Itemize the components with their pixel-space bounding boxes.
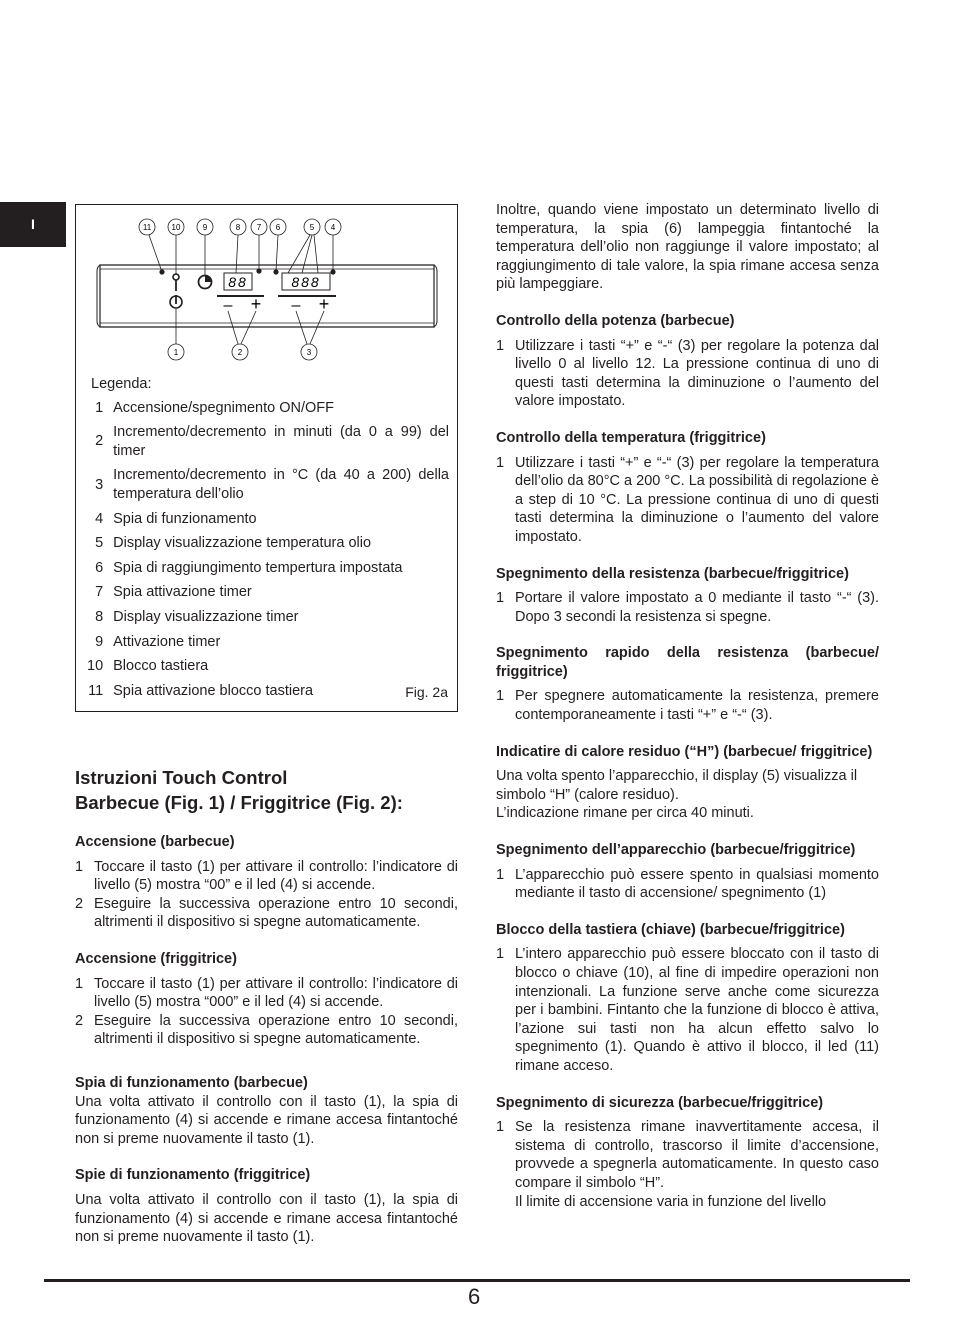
svg-text:88: 88 bbox=[228, 274, 248, 290]
callout-10: 10 bbox=[171, 223, 181, 232]
heading-spegnimento-rapido: Spegnimento rapido della resistenza (barbecue/ friggitrice) bbox=[496, 645, 879, 680]
callout-3: 3 bbox=[306, 348, 312, 357]
list-item: 1 Utilizzare i tasti “+” e “-“ (3) per regolare la potenza dal livello 0 al livello 12. La pressione continua di uno di questi tasti determina la diminuzione o l’aumento del valore impostato. bbox=[496, 337, 879, 410]
temp-minus-button: – bbox=[291, 297, 301, 314]
text-spia-barbecue: Una volta attivato il controllo con il tasto (1), la spia di funzionamento (4) si accende e rimane accesa fintantoché non si preme nuovamente il tasto (1). bbox=[75, 1093, 458, 1147]
legend-row: 10 Blocco tastiera bbox=[87, 658, 209, 675]
heading-temperatura: Controllo della temperatura (friggitrice) bbox=[496, 429, 766, 446]
list-accensione-barbecue bbox=[75, 858, 458, 932]
page-number: 6 bbox=[468, 1284, 481, 1309]
legend-row: 6 Spia di raggiungimento tempertura impostata bbox=[95, 559, 403, 576]
timer-display bbox=[217, 273, 264, 296]
list-spegnimento-sicurezza bbox=[496, 1118, 879, 1192]
list-item: 1 Portare il valore impostato a 0 mediante il tasto “-“ (3). Dopo 3 secondi la resistenza si spegne. bbox=[496, 590, 879, 625]
heading-blocco-tastiera: Blocco della tastiera (chiave) (barbecue/friggitrice) bbox=[496, 921, 845, 938]
list-accensione-friggitrice bbox=[75, 975, 458, 1049]
text-limite-accensione: Il limite di accensione varia in funzione del livello bbox=[515, 1193, 827, 1210]
svg-text:888: 888 bbox=[291, 274, 321, 290]
legend-row: 11 Spia attivazione blocco tastiera bbox=[88, 682, 314, 699]
legend-row: 4 Spia di funzionamento bbox=[95, 510, 257, 527]
list-item: 1 L’intero apparecchio può essere bloccato con il tasto di blocco o chiave (10), al fine di impedire operazioni non intenzionali. La funzione serve anche come sicurezza per i bambini. Fintanto che la funzione di blocco è attiva, l’azione sui tasti non ha alcun effetto salvo lo spegnimento (1). Quando è attivo il blocco, il led (11) rimane acceso. bbox=[496, 946, 879, 1074]
list-item: 1 Toccare il tasto (1) per attivare il controllo: l’indicatore di livello (5) mostra “000” e il led (4) si accende. bbox=[75, 975, 458, 1011]
legend-row: 1 Accensione/spegnimento ON/OFF bbox=[95, 399, 334, 416]
heading-accensione-friggitrice: Accensione (friggitrice) bbox=[75, 950, 237, 967]
temperature-display bbox=[278, 273, 336, 296]
text-spie-friggitrice: Una volta attivato il controllo con il tasto (1), la spia di funzionamento (4) si accende e rimane accesa fintantoché non si preme nuovamente il tasto (1). bbox=[75, 1191, 458, 1246]
text-calore-residuo: Una volta spento l’apparecchio, il display (5) visualizza il simbolo “H” (calore residuo). bbox=[496, 768, 858, 803]
callout-4: 4 bbox=[330, 223, 336, 232]
legend-row: 2 Incremento/decremento in minuti (da 0 a 99) del timer bbox=[95, 424, 449, 459]
list-spegnimento-rapido bbox=[496, 687, 879, 724]
heading-spegnimento-resistenza: Spegnimento della resistenza (barbecue/friggitrice) bbox=[496, 565, 849, 582]
text-intro: Inoltre, quando viene impostato un determinato livello di temperatura, la spia (6) lampeggia fintantoché la temperatura dell’olio non raggiunge il valore impostato; al raggiungimento di tale valore, la spia rimane accesa senza più lampeggiare. bbox=[496, 202, 879, 293]
legend-title: Legenda: bbox=[91, 376, 152, 392]
heading-spie-friggitrice: Spie di funzionamento (friggitrice) bbox=[75, 1167, 311, 1184]
list-item: 1 L’apparecchio può essere spento in qualsiasi momento mediante il tasto di accensione/ spegnimento (1) bbox=[496, 866, 879, 902]
key-lock-icon bbox=[173, 274, 179, 291]
figure-2a bbox=[75, 204, 458, 712]
left-column bbox=[75, 765, 458, 1247]
right-column bbox=[496, 201, 879, 1211]
power-icon bbox=[170, 295, 182, 308]
footer-rule bbox=[44, 1279, 910, 1282]
callout-5: 5 bbox=[309, 223, 315, 232]
heading-spegnimento-sicurezza: Spegnimento di sicurezza (barbecue/friggitrice) bbox=[496, 1094, 824, 1111]
heading-potenza: Controllo della potenza (barbecue) bbox=[496, 312, 735, 329]
list-item: 1 Utilizzare i tasti “+” e “-“ (3) per regolare la temperatura dell’olio da 80°C a 200 °C. La possibilità di regolazione è a step di 10 °C. La pressione continua di uno di questi tasti determina la diminuzione o l’aumento del valore impostato. bbox=[496, 454, 879, 545]
list-spegnimento-resistenza bbox=[496, 589, 879, 626]
callouts-bottom bbox=[168, 344, 317, 360]
list-temperatura bbox=[496, 454, 879, 547]
list-item: 2 Eseguire la successiva operazione entro 10 secondi, altrimenti il dispositivo si spegne automaticamente. bbox=[75, 895, 458, 931]
section-title: Istruzioni Touch Control Barbecue (Fig. 1) / Friggitrice (Fig. 2): bbox=[75, 767, 403, 813]
legend bbox=[87, 375, 449, 704]
control-panel-diagram bbox=[76, 205, 457, 365]
text-calore-residuo-durata: L’indicazione rimane per circa 40 minuti. bbox=[496, 805, 754, 822]
heading-spia-barbecue: Spia di funzionamento (barbecue) bbox=[75, 1074, 308, 1091]
heading-calore-residuo: Indicatire di calore residuo (“H”) (barbecue/ friggitrice) bbox=[496, 743, 873, 760]
list-spegnimento-apparecchio bbox=[496, 866, 879, 903]
list-potenza bbox=[496, 337, 879, 411]
callout-1: 1 bbox=[173, 348, 179, 357]
callout-9: 9 bbox=[202, 223, 208, 232]
list-item: 1 Toccare il tasto (1) per attivare il controllo: l’indicatore di livello (5) mostra “00” e il led (4) si accende. bbox=[75, 858, 458, 894]
timer-plus-button: + bbox=[250, 294, 262, 314]
callout-6: 6 bbox=[275, 223, 281, 232]
list-item: 2 Eseguire la successiva operazione entro 10 secondi, altrimenti il dispositivo si spegne automaticamente. bbox=[75, 1012, 458, 1048]
legend-row: 7 Spia attivazione timer bbox=[95, 584, 252, 601]
timer-icon bbox=[199, 276, 212, 289]
callout-2: 2 bbox=[237, 348, 243, 357]
heading-accensione-barbecue: Accensione (barbecue) bbox=[75, 834, 235, 850]
legend-row: 8 Display visualizzazione timer bbox=[95, 608, 299, 625]
list-item: 1 Per spegnere automaticamente la resistenza, premere contemporaneamente i tasti “+” e “-“ (3). bbox=[496, 688, 879, 724]
language-tab: I bbox=[0, 202, 66, 247]
list-item: 1 Se la resistenza rimane inavvertitamente accesa, il sistema di controllo, trascorso il limite d’accensione, provvede a spegnerla automaticamente. In questo caso compare il simbolo “H”. bbox=[496, 1119, 879, 1191]
timer-minus-button: – bbox=[223, 297, 233, 314]
legend-row: 3 Incremento/decremento in °C (da 40 a 200) della temperatura dell’olio bbox=[95, 467, 449, 502]
callouts-top bbox=[139, 219, 341, 235]
callout-8: 8 bbox=[235, 223, 241, 232]
callout-7: 7 bbox=[256, 223, 262, 232]
figure-label: Fig. 2a bbox=[405, 684, 448, 701]
legend-row: 9 Attivazione timer bbox=[95, 633, 221, 650]
temp-plus-button: + bbox=[318, 294, 330, 314]
list-blocco-tastiera bbox=[496, 945, 879, 1075]
legend-row: 5 Display visualizzazione temperatura olio bbox=[95, 535, 372, 552]
heading-spegnimento-apparecchio: Spegnimento dell’apparecchio (barbecue/friggitrice) bbox=[496, 842, 856, 859]
callout-11: 11 bbox=[142, 223, 152, 232]
